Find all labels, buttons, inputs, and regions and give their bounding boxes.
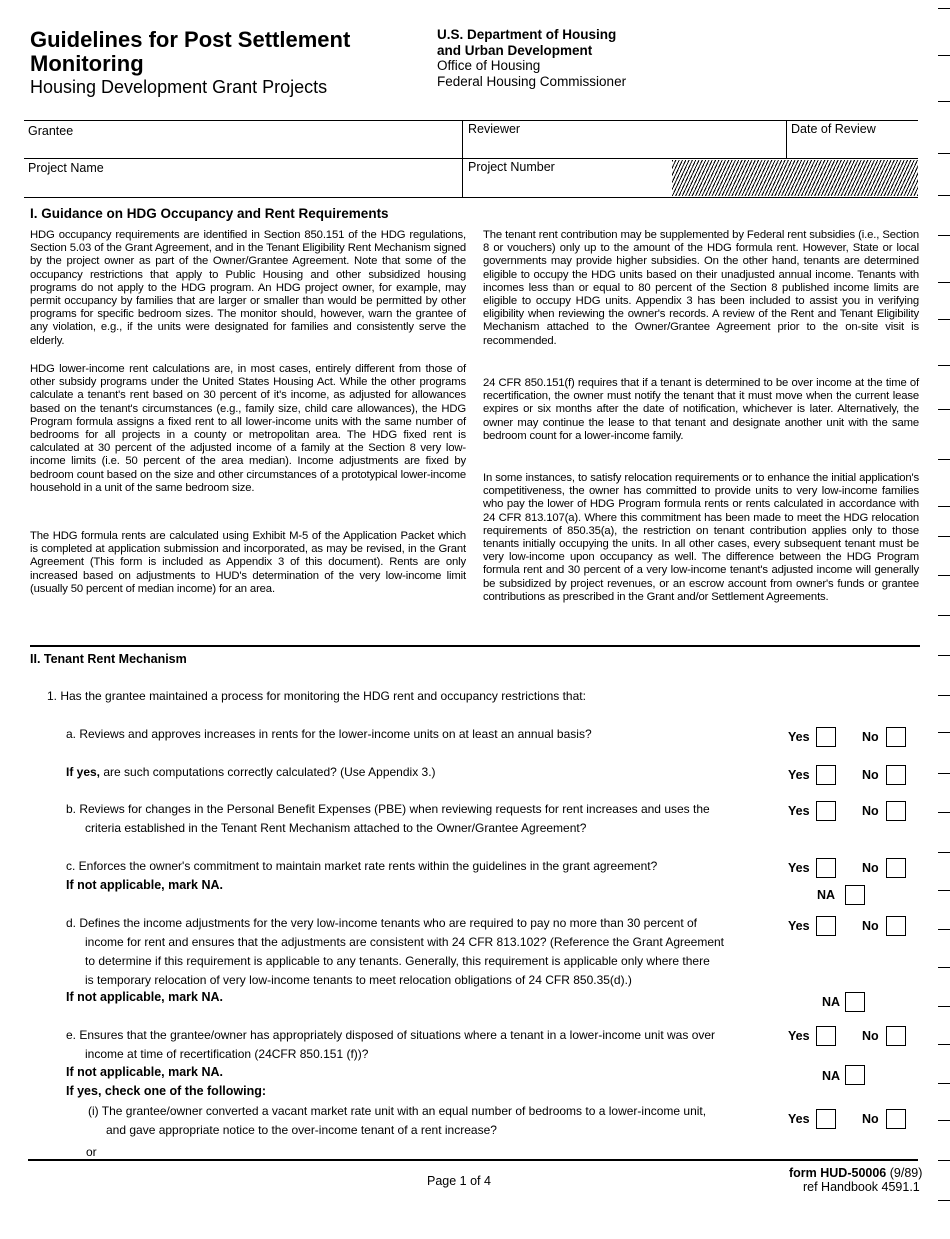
agency-line-4: Federal Housing Commissioner [437,73,627,89]
question-d-line-1: d. Defines the income adjustments for the very low-income tenants who are required to pay no more than 30 percent of [66,916,698,930]
edge-mark [938,282,950,283]
yes-checkbox-e-i[interactable] [816,1109,836,1129]
no-checkbox-a[interactable] [886,727,906,747]
section-1-left-para-1: HDG occupancy requirements are identified in Section 850.151 of the HDG regulations, Section 5.03 of the Grant Agreement, and in the Tenant Eligibility Rent Mechanism signed by the project owner as part of the Owner/Grantee Agreement. Note that some of the occupancy restrictions that apply to Public Housing and other subsidized housing programs do not apply to the HDG program. An HDG project owner, for example, may permit occupancy by families that are larger or smaller than would be permitted by other programs for specific bedroom sizes. The monitor should, however, warn the grantee of any violation, e.g., if the units were designated for families and consistently serve the elderly. [30,229,466,347]
edge-mark [938,655,950,656]
question-a: a. Reviews and approves increases in rents for the lower-income units on at least an annual basis? [66,727,592,741]
section-1-heading: I. Guidance on HDG Occupancy and Rent Requirements [30,206,389,221]
page-subtitle: Housing Development Grant Projects [30,77,328,97]
edge-mark [938,55,950,56]
yes-label-c: Yes [788,861,810,875]
no-checkbox-e[interactable] [886,1026,906,1046]
yes-checkbox-c[interactable] [816,858,836,878]
question-a-ifyes-label: If yes, [66,765,101,779]
handbook-ref: ref Handbook 4591.1 [803,1180,920,1194]
question-d-na-note: If not applicable, mark NA. [66,990,223,1004]
edge-mark [938,459,950,460]
edge-mark [938,890,950,891]
question-e-line-2: income at time of recertification (24CFR 850.151 (f))? [85,1047,369,1061]
reviewer-field[interactable]: Reviewer [468,122,521,136]
edge-mark [938,1160,950,1161]
edge-mark [938,852,950,853]
no-checkbox-c[interactable] [886,858,906,878]
section-divider [30,645,920,647]
footer-rule [28,1159,918,1161]
edge-mark [938,695,950,696]
question-d-line-3: to determine if this requirement is applicable to any tenants. Generally, this requirement is applicable only where there [85,954,710,968]
field-grid-bottom-rule [24,197,918,198]
page-title: Guidelines for Post Settlement Monitoring [30,27,351,76]
edge-mark [938,1120,950,1121]
field-grid-mid-rule [24,158,918,159]
edge-mark [938,1006,950,1007]
edge-mark [938,1044,950,1045]
yes-label-d: Yes [788,919,810,933]
na-label-e: NA [822,1069,841,1083]
edge-mark [938,1200,950,1201]
yes-label-a: Yes [788,730,810,744]
question-e-na-note: If not applicable, mark NA. [66,1065,223,1079]
edge-mark [938,615,950,616]
na-checkbox-e[interactable] [845,1065,865,1085]
yes-checkbox-a[interactable] [816,727,836,747]
shaded-area [672,160,918,196]
agency-line-2: and Urban Development [437,42,593,58]
or-label: or [86,1145,97,1159]
no-label-a: No [862,730,879,744]
na-label-c: NA [817,888,836,902]
section-1-left-para-2: HDG lower-income rent calculations are, in most cases, entirely different from those of other subsidy programs under the United States Housing Act. While the other programs calculate a tenant's rent based on 30 percent of it's income, as adjusted for allowances based on the tenant's circumstances (e.g., family size, child care allowances), the HDG Program formula assigns a fixed rent to all lower-income units with the same number of bedrooms for all projects in a county or metropolitan area. The HDG fixed rent is calculated at 30 percent of the adjusted income of a family at the Section 8 very low-income limits (i.e. 50 percent of the area median). Income adjustments are fixed by bedroom count based on the size and other circumstances of a prototypical lower-income household in a unit of the same bedroom size. [30,363,466,494]
agency-line-3: Office of Housing [437,58,541,73]
agency-block [437,27,626,89]
yes-label-e-i: Yes [788,1112,810,1126]
edge-mark [938,153,950,154]
section-2-heading: II. Tenant Rent Mechanism [30,652,187,666]
edge-mark [938,409,950,410]
no-checkbox-b[interactable] [886,801,906,821]
question-e-line-1: e. Ensures that the grantee/owner has appropriately disposed of situations where a tenant in a lower-income unit was over [66,1028,716,1042]
yes-checkbox-a-ifyes[interactable] [816,765,836,785]
section-1-right-para-3: In some instances, to satisfy relocation requirements or to enhance the initial application's competitiveness, the owner has committed to provide units to very low-income families who pay the lower of HDG Program formula rents or rents calculated in accordance with 24 CFR 813.107(a). Where this commitment has been made to meet the HDG relocation requirements of 850.35(a), the restriction on tenant contribution applies only to those tenants initially occupying the units. In all other cases, every subsequent tenant must be very low-income upon occupancy as well. The difference between the HDG Program formula rent and 30 percent of a very low-income tenant's adjusted income will generally be subsidized by project revenues, or an escrow account from owner's funds or grantee contributions as prescribed in the Grant and/or Settlement Agreements. [483,472,919,603]
grantee-field[interactable]: Grantee [28,124,74,138]
question-b-line-2: criteria established in the Tenant Rent Mechanism attached to the Owner/Grantee Agreement? [85,821,587,835]
question-e-i-line-1: (i) The grantee/owner converted a vacant market rate unit with an equal number of bedrooms to a lower-income unit, [88,1104,707,1118]
yes-label-a-ifyes: Yes [788,768,810,782]
edge-mark [938,195,950,196]
form-number-date: (9/89) [886,1166,923,1180]
question-b-line-1: b. Reviews for changes in the Personal Benefit Expenses (PBE) when reviewing requests for rent increases and uses the [66,802,710,816]
no-label-a-ifyes: No [862,768,879,782]
no-checkbox-e-i[interactable] [886,1109,906,1129]
form-number-bold: form HUD-50006 [789,1166,887,1180]
no-label-d: No [862,919,879,933]
edge-mark [938,575,950,576]
section-1-right-para-2: 24 CFR 850.151(f) requires that if a tenant is determined to be over income at the time of recertification, the owner must notify the tenant that it must move when the current lease expires or six months after the date of notification, whichever is later. Alternatively, the owner may continue the lease to that tenant and designate another unit with the same bedroom count for a lower-income family. [483,377,919,442]
field-grid-top-rule [24,120,918,121]
edge-mark [938,732,950,733]
project-name-field[interactable]: Project Name [28,161,104,175]
edge-mark [938,365,950,366]
no-label-b: No [862,804,879,818]
edge-mark [938,536,950,537]
edge-mark [938,812,950,813]
agency-line-1: U.S. Department of Housing [437,27,617,42]
yes-checkbox-d[interactable] [816,916,836,936]
date-of-review-field[interactable]: Date of Review [791,122,876,136]
edge-mark [938,319,950,320]
edge-mark [938,506,950,507]
question-c: c. Enforces the owner's commitment to maintain market rate rents within the guidelines in the grant agreement? [66,859,658,873]
project-number-field[interactable]: Project Number [468,160,555,174]
question-e-check-note: If yes, check one of the following: [66,1084,267,1098]
field-grid-divider-1 [462,120,463,197]
no-label-e: No [862,1029,879,1043]
no-checkbox-a-ifyes[interactable] [886,765,906,785]
section-1-right-para-1: The tenant rent contribution may be supplemented by Federal rent subsidies (i.e., Section 8 or vouchers) only up to the amount of the HDG formula rent. However, State or local governments may provide higher subsidies. On the other hand, tenants are determined eligible to occupy the HDG units based on their unadjusted annual income. Tenants with incomes less than or equal to 80 percent of the Section 8 published income limits are eligible to occupy HDG units. Appendix 3 has been included to assist you in verifying eligibility when reviewing the owner's records. A review of the Rent and Tenant Eligibility Mechanism attached to the Owner/Grantee Agreement prior to the on-site visit is recommended. [483,229,919,347]
question-c-na-note: If not applicable, mark NA. [66,878,223,892]
yes-checkbox-b[interactable] [816,801,836,821]
question-a-ifyes [66,762,436,782]
edge-mark [938,929,950,930]
question-a-ifyes-text: are such computations correctly calculated? (Use Appendix 3.) [100,765,436,779]
na-label-d: NA [822,995,841,1009]
no-label-c: No [862,861,879,875]
no-checkbox-d[interactable] [886,916,906,936]
no-label-e-i: No [862,1112,879,1126]
yes-checkbox-e[interactable] [816,1026,836,1046]
question-d-line-4: is temporary relocation of very low-income tenants to meet relocation obligations of 24 CFR 850.35(d).) [85,973,632,987]
section-1-left-para-3: The HDG formula rents are calculated using Exhibit M-5 of the Application Packet which is completed at application submission and incorporated, as may be revised, in the Grant Agreement (This form is included as Appendix 3 of this document). Rents are only increased based on adjustments to HUD's determination of the very low-income limit (usually 50 percent of median income) for an area. [30,530,466,595]
na-checkbox-d[interactable] [845,992,865,1012]
edge-mark [938,773,950,774]
question-e-i-line-2: and gave appropriate notice to the over-income tenant of a rent increase? [106,1123,497,1137]
yes-label-b: Yes [788,804,810,818]
na-checkbox-c[interactable] [845,885,865,905]
edge-mark [938,101,950,102]
question-1: 1. Has the grantee maintained a process for monitoring the HDG rent and occupancy restrictions that: [47,689,586,703]
yes-label-e: Yes [788,1029,810,1043]
page-number: Page 1 of 4 [427,1174,491,1188]
edge-mark [938,235,950,236]
question-d-line-2: income for rent and ensures that the adjustments are consistent with 24 CFR 813.102? (Reference the Grant Agreement [85,935,725,949]
form-number [789,1166,922,1180]
edge-mark [938,1083,950,1084]
edge-mark [938,967,950,968]
edge-mark [938,8,950,9]
field-grid-divider-2 [786,120,787,158]
